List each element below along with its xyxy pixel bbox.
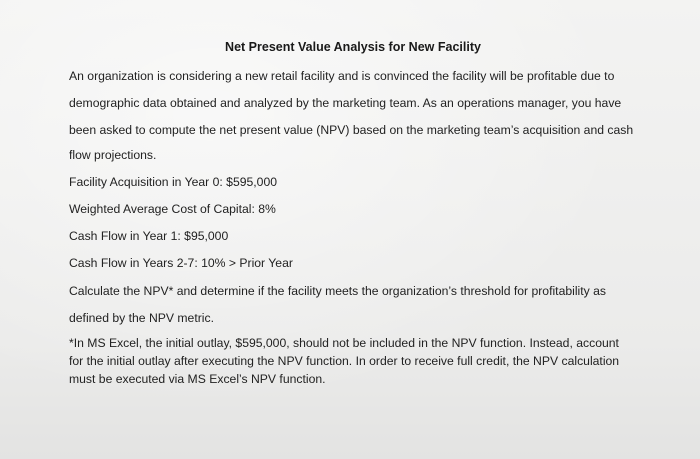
intro-line-3: been asked to compute the net present value (NPV) based on the marketing team’s acquisition and cash (69, 123, 634, 137)
intro-line-1: An organization is considering a new retail facility and is convinced the facility will be profitable due to (69, 69, 615, 83)
fact-acquisition: Facility Acquisition in Year 0: $595,000 (69, 175, 278, 189)
fact-cash-flow-year-1: Cash Flow in Year 1: $95,000 (69, 229, 229, 243)
document-title: Net Present Value Analysis for New Facility (225, 40, 481, 54)
intro-line-4: flow projections. (69, 148, 157, 162)
excel-footnote: *In MS Excel, the initial outlay, $595,000, should not be included in the NPV function. Instead, account for the initial outlay after executing the NPV function. In order to receive full credit, the NPV calculation must be executed via MS Excel’s NPV function. (69, 336, 620, 386)
intro-line-2: demographic data obtained and analyzed by the marketing team. As an operations manager, you have (69, 96, 622, 110)
task-line-2: defined by the NPV metric. (69, 311, 214, 325)
fact-wacc: Weighted Average Cost of Capital: 8% (69, 202, 276, 216)
fact-cash-flow-years-2-7: Cash Flow in Years 2-7: 10% > Prior Year (69, 256, 293, 270)
task-line-1: Calculate the NPV* and determine if the facility meets the organization’s threshold for profitability as (69, 284, 606, 298)
